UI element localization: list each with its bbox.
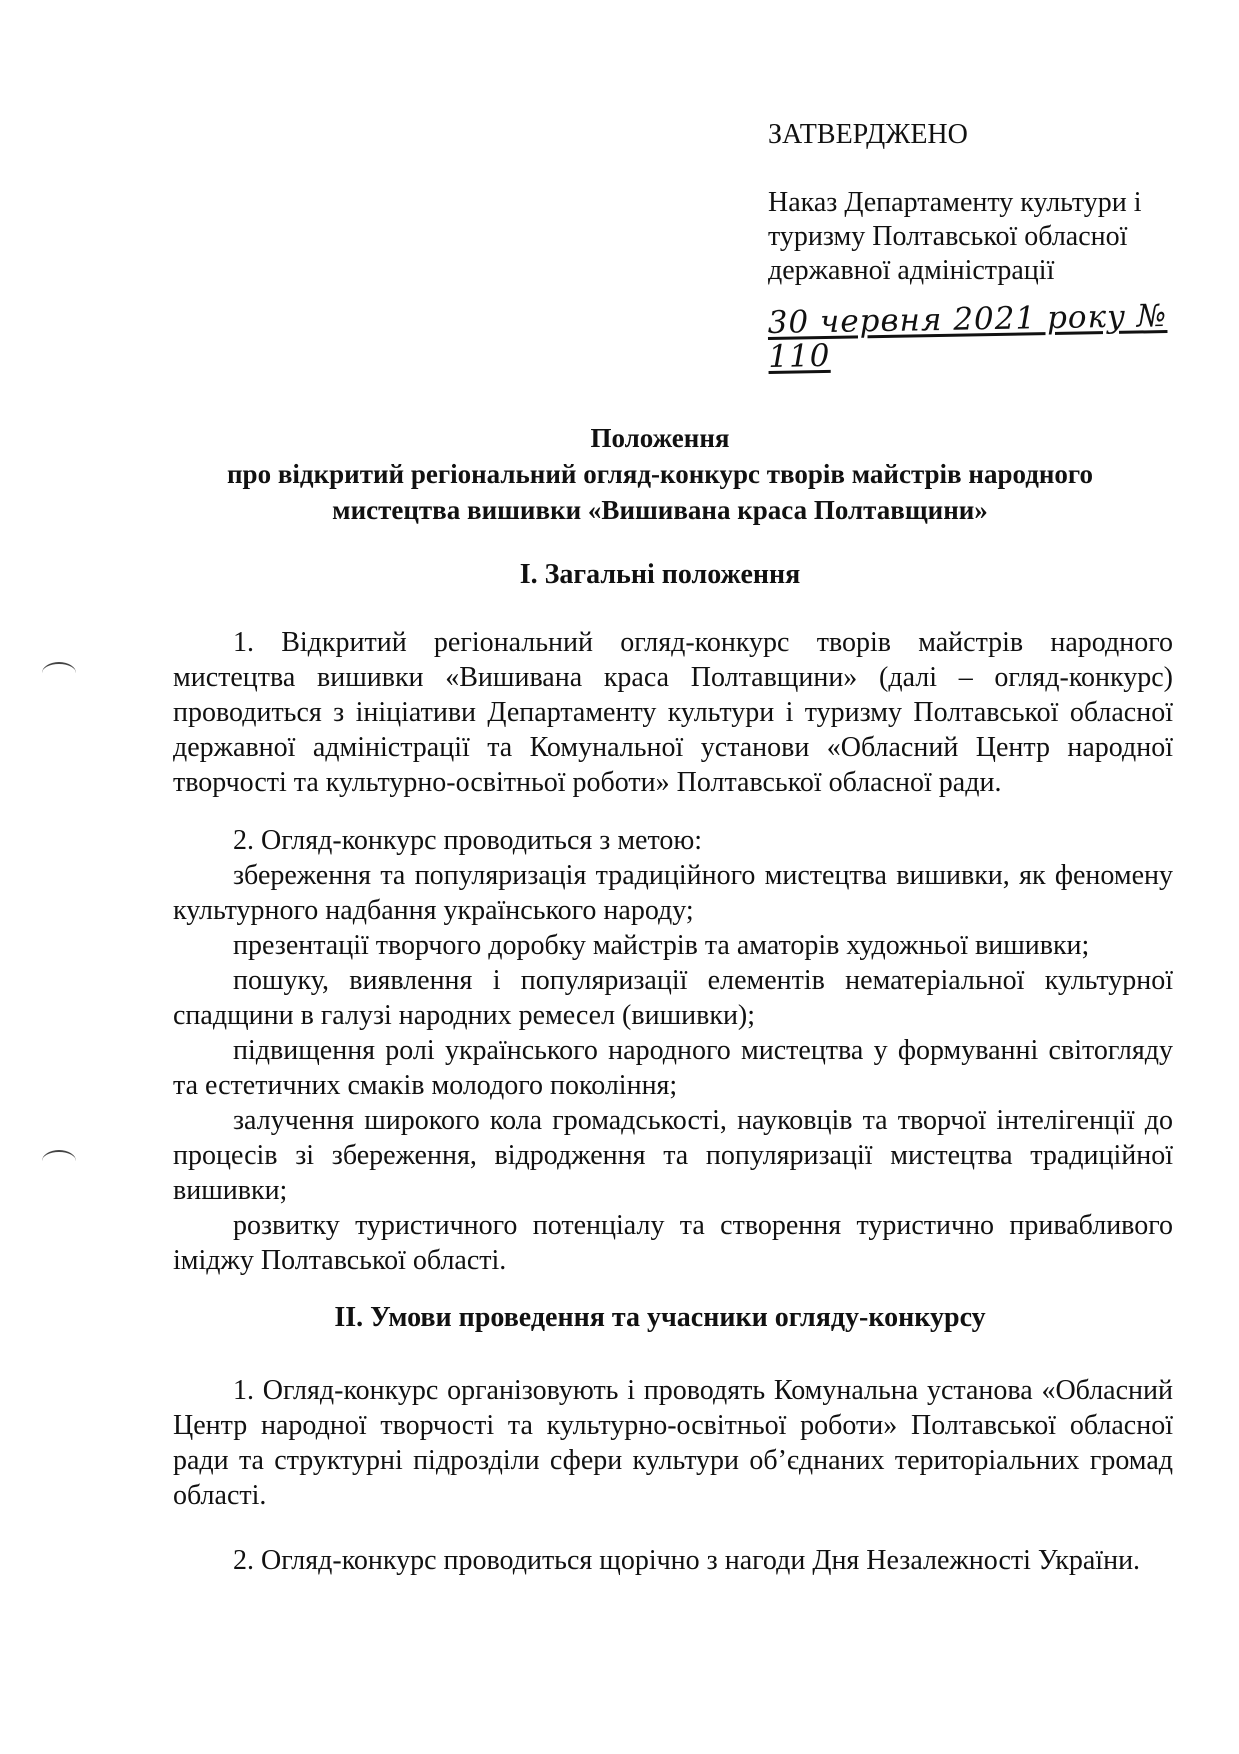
section-heading: ІІ. Умови проведення та учасники огляду-конкурсу [334,1302,986,1333]
goal-item: презентації творчого доробку майстрів та аматорів художньої вишивки; [233,930,1090,961]
paragraph: 2. Огляд-конкурс проводиться щорічно з нагоди Дня Незалежності України. [233,1545,1141,1576]
paragraph-intro: 2. Огляд-конкурс проводиться з метою: [233,825,703,856]
goal-item: залучення широкого кола громадськості, науковців та творчої інтелігенції до процесів зі збереження, відродження та популяризації мистецтва традиційної вишивки; [173,1105,1173,1206]
section-heading: І. Загальні положення [519,559,801,590]
approval-title: ЗАТВЕРДЖЕНО [768,119,968,150]
goal-item: розвитку туристичного потенціалу та створення туристично привабливого іміджу Полтавської області. [173,1210,1173,1276]
approval-order-line: туризму Полтавської обласної [768,221,1128,252]
document-title [160,420,1160,528]
section1-goals [173,823,1173,1278]
section2-body [173,1543,1173,1578]
approval-order-line: державної адміністрації [768,255,1055,286]
approval-block [768,118,1188,374]
section1-body [173,625,1173,800]
goal-item: підвищення ролі українського народного мистецтва у формуванні світогляду та естетичних смаків молодого покоління; [173,1035,1173,1101]
hole-punch-mark [42,1150,76,1172]
paragraph: 1. Огляд-конкурс організовують і проводять Комунальна установа «Обласний Центр народної творчості та культурно-освітньої роботи» Полтавської обласної ради та структурні підрозділи сфери культури об’єднаних територіальних громад області. [173,1375,1173,1511]
paragraph: 1. Відкритий регіональний огляд-конкурс творів майстрів народного мистецтва вишивки «Вишивана краса Полтавщини» (далі – огляд-конкурс) проводиться з ініціативи Департаменту культури і туризму Полтавської обласної державної адміністрації та Комунальної установи «Обласний Центр народної творчості та культурно-освітньої роботи» Полтавської обласної ради. [173,627,1173,798]
section2-body [173,1373,1173,1513]
goal-item: пошуку, виявлення і популяризації елементів нематеріальної культурної спадщини в галузі народних ремесел (вишивки); [173,965,1173,1031]
handwritten-date-signature: 30 червня 2021 року № 110 [767,298,1168,375]
goal-item: збереження та популяризація традиційного мистецтва вишивки, як феномену культурного надбання українського народу; [173,860,1173,926]
approval-order-line: Наказ Департаменту культури і [768,187,1142,218]
title-line: мистецтва вишивки «Вишивана краса Полтавщини» [332,495,988,525]
title-line: про відкритий регіональний огляд-конкурс творів майстрів народного [227,459,1093,489]
hole-punch-mark [42,662,76,684]
title-line: Положення [590,423,730,453]
